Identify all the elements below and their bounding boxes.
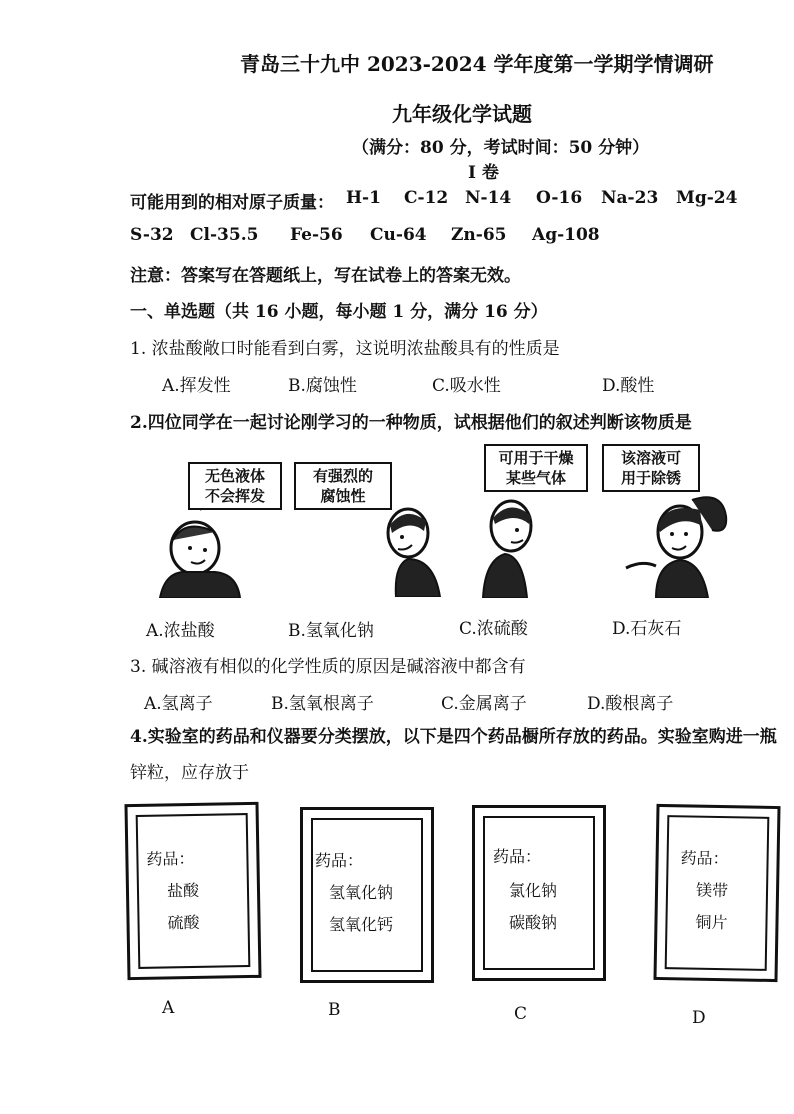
cabinet-item: 碳酸钠 <box>509 913 558 932</box>
cabinet-label-d: D <box>692 1008 706 1028</box>
cabinet-item: 硫酸 <box>167 912 200 933</box>
cabinet-heading: 药品： <box>680 848 729 869</box>
cabinet-item: 铜片 <box>695 912 728 933</box>
speech-bubble <box>484 444 588 492</box>
atomic-mass-item: C-12 <box>404 188 449 208</box>
cabinet-item: 氢氧化钠 <box>329 883 394 902</box>
q2-option-b: B.氢氧化钠 <box>288 621 374 641</box>
cabinet-heading: 药品： <box>493 847 542 866</box>
cabinet-label-a: A <box>162 998 175 1018</box>
volume-label: I 卷 <box>468 163 499 183</box>
question-4-stem: 4.实验室的药品和仪器要分类摆放，以下是四个药品橱所存放的药品。实验室购进一瓶 <box>130 727 777 747</box>
cabinet-heading: 药品： <box>315 851 364 870</box>
q1-option-a: A.挥发性 <box>162 376 231 396</box>
bubble-line: 腐蚀性 <box>320 487 366 505</box>
notice: 注意：答案写在答题纸上，写在试卷上的答案无效。 <box>130 266 521 286</box>
q1-option-b: B.腐蚀性 <box>288 376 357 396</box>
cabinet-item: 盐酸 <box>166 880 200 901</box>
q1-option-d: D.酸性 <box>602 376 655 396</box>
bubble-line: 该溶液可 <box>620 449 681 467</box>
q3-option-d: D.酸根离子 <box>587 694 674 714</box>
student-illustration <box>155 510 245 598</box>
bubble-line: 不会挥发 <box>204 487 265 505</box>
medicine-cabinet <box>300 807 434 983</box>
q2-option-c: C.浓硫酸 <box>459 619 528 639</box>
atomic-mass-item: H-1 <box>346 188 381 208</box>
question-2-stem: 2.四位同学在一起讨论刚学习的一种物质，试根据他们的叙述判断该物质是 <box>130 413 692 433</box>
atomic-mass-item: Mg-24 <box>676 188 738 208</box>
q2-option-a: A.浓盐酸 <box>146 621 215 641</box>
atomic-mass-item: S-32 <box>130 225 174 245</box>
atomic-mass-item: O-16 <box>536 188 583 208</box>
medicine-cabinet <box>124 802 261 980</box>
q3-option-c: C.金属离子 <box>441 694 527 714</box>
student-illustration <box>475 498 545 598</box>
bubble-line: 无色液体 <box>204 467 265 485</box>
bubble-line: 可用于干燥 <box>498 449 574 467</box>
student-illustration <box>622 490 732 598</box>
speech-bubble <box>602 444 700 492</box>
q3-option-b: B.氢氧根离子 <box>271 694 374 714</box>
atomic-mass-item: Ag-108 <box>532 225 600 245</box>
cabinet-label-b: B <box>328 1000 341 1020</box>
cabinet-heading: 药品： <box>146 848 195 869</box>
question-3-stem: 3. 碱溶液有相似的化学性质的原因是碱溶液中都含有 <box>130 657 526 677</box>
atomic-mass-item: Zn-65 <box>451 225 507 245</box>
exam-title: 青岛三十九中 2023-2024 学年度第一学期学情调研 <box>240 52 714 76</box>
section-heading: 一、单选题（共 16 小题，每小题 1 分，满分 16 分） <box>130 302 548 322</box>
q3-option-a: A.氢离子 <box>144 694 213 714</box>
atomic-mass-item: Fe-56 <box>290 225 343 245</box>
atomic-mass-item: N-14 <box>465 188 512 208</box>
medicine-cabinet <box>653 804 780 982</box>
score-time: （满分：80 分，考试时间：50 分钟） <box>352 138 650 158</box>
atomic-mass-item: Na-23 <box>601 188 659 208</box>
student-illustration <box>378 505 448 597</box>
q2-option-d: D.石灰石 <box>612 619 682 639</box>
cabinet-item: 氢氧化钙 <box>329 915 394 934</box>
question-1-stem: 1. 浓盐酸敞口时能看到白雾，这说明浓盐酸具有的性质是 <box>130 339 560 359</box>
atomic-mass-item: Cu-64 <box>370 225 427 245</box>
atomic-mass-item: Cl-35.5 <box>190 225 259 245</box>
cabinet-item: 镁带 <box>695 880 729 901</box>
atomic-mass-label: 可能用到的相对原子质量： <box>130 193 334 213</box>
cabinet-label-c: C <box>514 1004 528 1024</box>
speech-bubble <box>294 462 392 510</box>
cabinet-item: 氯化钠 <box>509 881 558 900</box>
bubble-line: 用于除锈 <box>620 469 681 487</box>
q1-option-c: C.吸水性 <box>432 376 501 396</box>
exam-subtitle: 九年级化学试题 <box>392 102 532 126</box>
bubble-line: 有强烈的 <box>312 467 373 485</box>
speech-bubble <box>188 462 282 510</box>
question-4-stem-cont: 锌粒，应存放于 <box>130 763 249 783</box>
bubble-line: 某些气体 <box>505 469 566 487</box>
medicine-cabinet <box>472 805 606 981</box>
